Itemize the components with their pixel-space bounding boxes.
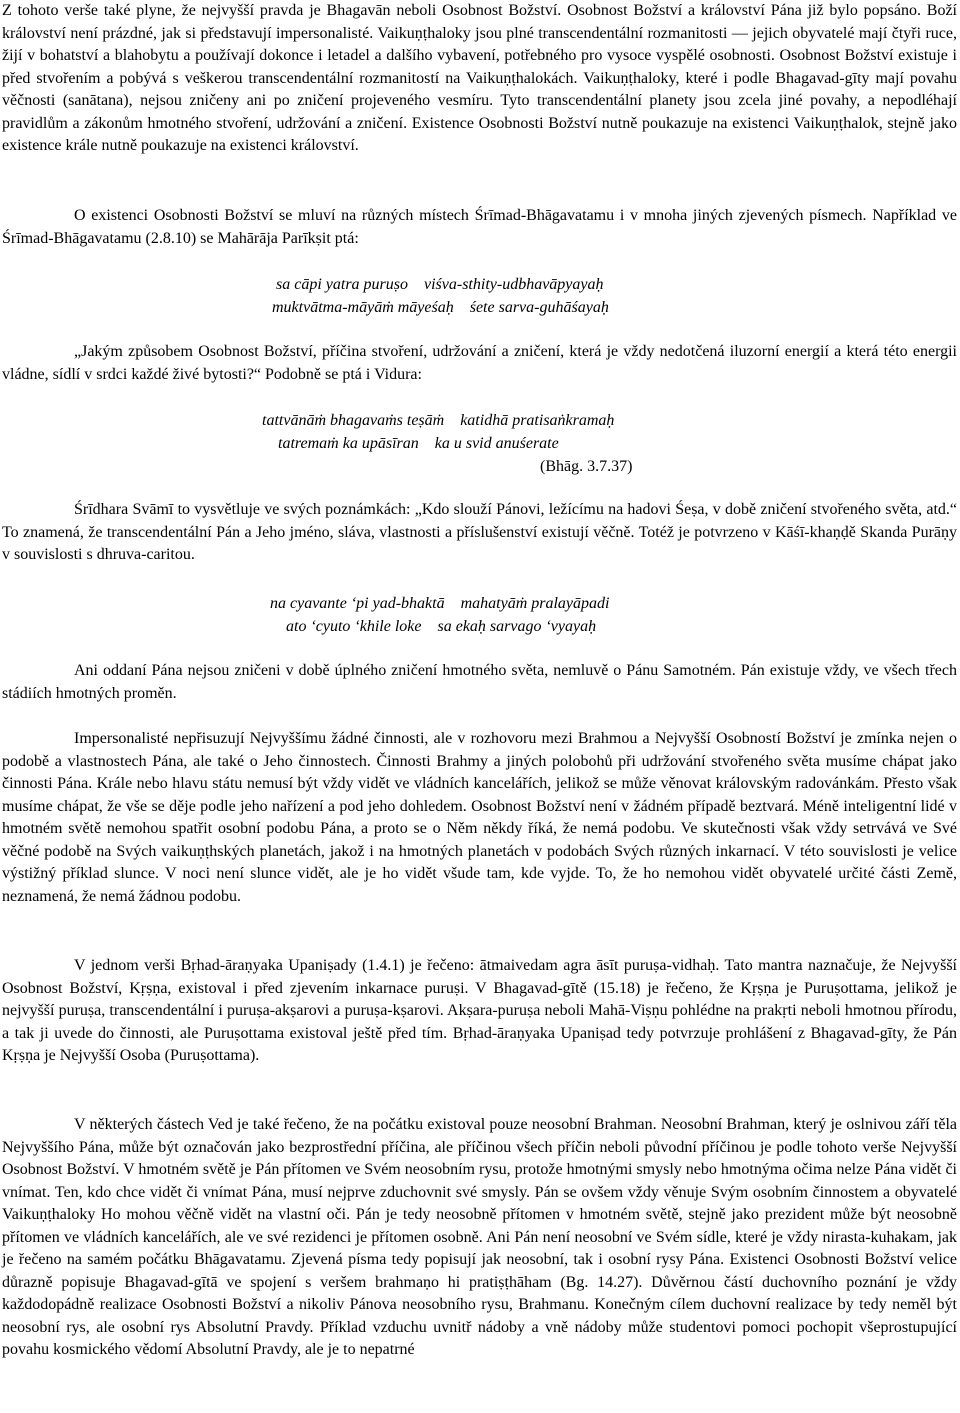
paragraph-question: „Jakým způsobem Osobnost Božství, příčina stvoření, udržování a zničení, která je vždy nedotčená iluzorní energií a která této energii vládne, sídlí v srdci každé živé bytosti?“ Podobně se ptá i Vidura: <box>2 343 957 383</box>
paragraph-brhad-aranyaka: V jednom verši Bṛhad-āraṇyaka Upaniṣady (1.4.1) je řečeno: ātmaivedam agra āsīt puruṣa-vidhaḥ. Tato mantra naznačuje, že Nejvyšší Osobnost Božství, Kṛṣṇa, existoval i před zjevením inkarnace puruṣi. V Bhagavad-gītě (15.18) je řečeno, že Kṛṣṇa je Puruṣottama, jelikož je nejvyšší puruṣa, transcendentální i puruṣa-akṣarovi a puruṣa-kṣarovi. Akṣara-puruṣa neboli Mahā-Viṣṇu pohlédne na prakṛti neboli hmotnou přírodu, a tak ji uvede do činnosti, ale Puruṣottama existoval ještě před tím. Bṛhad-āraṇyaka Upaniṣad tedy potvrzuje prohlášení z Bhagavad-gīty, že Pán Kṛṣṇa je Nejvyšší Osoba (Puruṣottama). <box>2 957 957 1064</box>
paragraph-vedas-brahman: V některých částech Ved je také řečeno, že na počátku existoval pouze neosobní Brahman. Neosobní Brahman, který je oslnivou září těla Nejvyššího Pána, může být označován jako bezprostřední příčina, ale příčinou všech příčin neboli původní příčinou je podle tohoto verše Nejvyšší Osobnost Božství. V hmotném světě je Pán přítomen ve Svém neosobním rysu, protože hmotnými smysly nebo hmotnýma očima nelze Pána vidět či vnímat. Ten, kdo chce vidět či vnímat Pána, musí nejprve zduchovnit své smysly. Pán se ovšem vždy věnuje Svým osobním činnostem a obyvatelé Vaikuṇṭhaloky Ho mohou věčně vidět na vlastní oči. Pán je tedy neosobně přítomen v hmotném světě, stejně jako prezident může být neosobně přítomen ve vládních kancelářích, ale ve své rezidenci je přítomen osobně. Ani Pán není neosobní ve Svém sídle, které je vždy nirasta-kuhakam, jak je řečeno na samém počátku Bhāgavatamu. Zjevená písma tedy popisují jak neosobní, tak i osobní rysy Pána. Existenci Osobnosti Božství velice důrazně popisuje Bhagavad-gītā ve spojení s veršem brahmaṇo hi pratiṣṭhāham (Bg. 14.27). Důvěrnou částí duchovního poznání je vždy každodopádně realizace Osobnosti Božství a nikoliv Pánova neosobního rysu, Brahmanu. Konečným cílem duchovní realizace by tedy neměl být neosobní rys, ale osobní rys Absolutní Pravdy. Příklad vzduchu uvnitř nádoby a vně nádoby může studentovi pomoci pochopit všeprostupující povahu kosmického vědomí Absolutní Pravdy, ale je to nepatrné <box>2 1116 957 1358</box>
paragraph-devotees-not-destroyed: Ani oddaní Pána nejsou zničeni v době úplného zničení hmotného světa, nemluvě o Pánu Samotném. Pán existuje vždy, ve všech třech stádiích hmotných proměn. <box>2 662 957 702</box>
verse-1-line-2: muktvātma-māyāṁ māyeśaḥ śete sarva-guhāśayaḥ <box>272 299 609 316</box>
paragraph-vaikunthaloky: Z tohoto verše také plyne, že nejvyšší pravda je Bhagavān neboli Osobnost Božství. Osobnost Božství a království Pána již bylo popsáno. Boží království není prázdné, jak si představují impersonalisté. Vaikuṇṭhaloky jsou plné transcendentální rozmanitosti — jejich obyvatelé mají čtyři ruce, žijí v bohatství a blahobytu a používají dokonce i letadel a dalšího vybavení, potřebného pro vysoce vyspělé osobnosti. Osobnost Božství existuje i před stvořením a pobývá s veškerou transcendentální rozmanitostí na Vaikuṇṭhalokách. Vaikuṇṭhaloky, které i podle Bhagavad-gīty mají povahu věčnosti (sanātana), nejsou zničeny ani po zničení projeveného vesmíru. Tyto transcendentální planety jsou zcela jiné povahy, a nepodléhají pravidlům a zákonům hmotného stvoření, udržování a zničení. Existence Osobnosti Božství nutně poukazuje na existenci Vaikuṇṭhalok, stejně jako existence krále nutně poukazuje na existenci království. <box>2 2 957 154</box>
verse-1-line-1: sa cāpi yatra puruṣo viśva-sthity-udbhavāpyayaḥ <box>276 276 604 293</box>
verse-2-line-1: tattvānāṁ bhagavaṁs teṣāṁ katidhā pratisaṅkramaḥ <box>262 412 615 429</box>
verse-2-line-2: tatremaṁ ka upāsīran ka u svid anuśerate <box>278 435 559 452</box>
paragraph-impersonalists: Impersonalisté nepřisuzují Nejvyššímu žádné činnosti, ale v rozhovoru mezi Brahmou a Nejvyšší Osobností Božství je zmínka nejen o podobě a vlastnostech Pána, ale také o Jeho činnostech. Činnosti Brahmy a jiných polobohů při udržování stvořeného světa musíme chápat jako činnosti Pána. Krále nebo hlavu státu nemusí být vždy vidět ve vládních kancelářích, jelikož se může věnovat královským radovánkám. Přesto však musíme chápat, že vše se děje podle jeho nařízení a pod jeho dohledem. Osobnost Božství není v žádném případě beztvará. Méně inteligentní lidé v hmotném světě nemohou spatřit osobní podobu Pána, a proto se o Něm někdy říká, že nemá podobu. Ve skutečnosti však vždy setrvává ve Své věčné podobě na Svých vaikuṇṭhských planetách, jakož i na hmotných planetách v podobách Svých různých inkarnací. V této souvislosti je velice výstižný příklad slunce. V noci není slunce vidět, ale je ho vidět všude tam, kde vyjde. To, že ho nemohou vidět obyvatelé určité části Země, neznamená, že nemá žádnou podobu. <box>2 730 957 905</box>
verse-3-line-2: ato ‘cyuto ‘khile loke sa ekaḥ sarvago ‘vyayaḥ <box>286 618 597 635</box>
paragraph-existence-of-god: O existenci Osobnosti Božství se mluví na různých místech Śrīmad-Bhāgavatamu i v mnoha jiných zjevených písmech. Například ve Śrīmad-Bhāgavatamu (2.8.10) se Mahārāja Parīkṣit ptá: <box>2 207 957 247</box>
paragraph-sridhara-svami: Śrīdhara Svāmī to vysvětluje ve svých poznámkách: „Kdo slouží Pánovi, ležícímu na hadovi Śeṣa, v době zničení stvořeného světa, atd.“ To znamená, že transcendentální Pán a Jeho jméno, sláva, vlastnosti a příslušenství existují věčně. Totéž je potvrzeno v Kāśī-khaṇḍě Skanda Purāṇy v souvislosti s dhruva-caritou. <box>2 501 957 563</box>
verse-3-line-1: na cyavante ‘pi yad-bhaktā mahatyāṁ pralayāpadi <box>270 595 610 612</box>
verse-2-reference: (Bhāg. 3.7.37) <box>540 458 633 475</box>
